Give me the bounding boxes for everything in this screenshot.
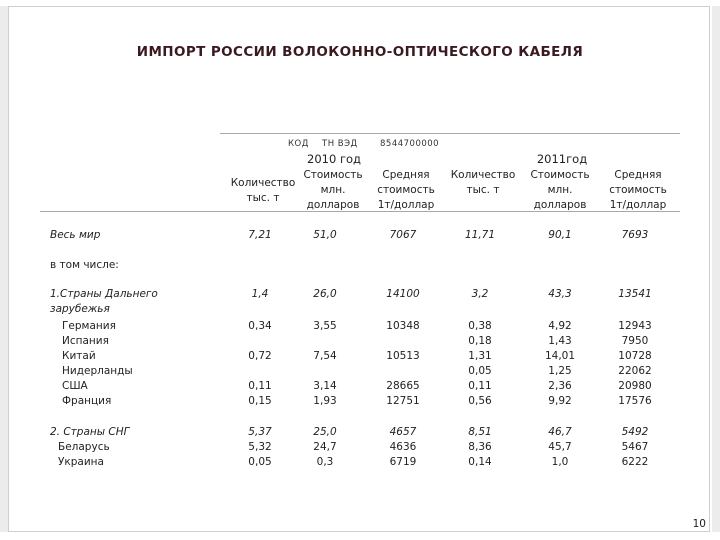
table-cell: 2,36 xyxy=(548,380,572,392)
column-header-line: долларов xyxy=(533,199,587,211)
table-cell: 0,11 xyxy=(248,380,272,392)
table-cell: 5,32 xyxy=(248,441,272,453)
row-label: США xyxy=(62,380,88,392)
column-header xyxy=(295,168,371,213)
row-label: Испания xyxy=(62,335,109,347)
table-cell: 0,11 xyxy=(468,380,492,392)
table-cell: 25,0 xyxy=(313,426,337,438)
column-header-line: млн. xyxy=(547,184,573,196)
table-cell: 0,14 xyxy=(468,456,492,468)
table-cell: 1,43 xyxy=(548,335,572,347)
table-cell: 90,1 xyxy=(548,229,572,241)
column-header-line: Стоимость xyxy=(303,169,363,181)
table-cell: 13541 xyxy=(618,288,652,300)
table-cell: 17576 xyxy=(618,395,652,407)
table-cell: 22062 xyxy=(618,365,652,377)
table-cell: 4636 xyxy=(389,441,417,453)
table-cell: 0,15 xyxy=(248,395,272,407)
row-label: Нидерланды xyxy=(62,365,133,377)
table-cell: 0,05 xyxy=(468,365,492,377)
table-cell: 20980 xyxy=(618,380,652,392)
column-header xyxy=(225,176,301,206)
code-label: КОД xyxy=(288,139,309,149)
table-cell: 24,7 xyxy=(313,441,337,453)
table-cell: 45,7 xyxy=(548,441,572,453)
column-header-line: Количество xyxy=(450,169,516,181)
code-value: 8544700000 xyxy=(380,139,440,149)
table-cell: 10513 xyxy=(386,350,420,362)
table-cell: 14100 xyxy=(386,288,420,300)
table-cell: 7067 xyxy=(389,229,417,241)
column-header xyxy=(368,168,444,213)
table-cell: 4,92 xyxy=(548,320,572,332)
row-label: Германия xyxy=(62,320,116,332)
row-label: Франция xyxy=(62,395,112,407)
table-cell: 8,51 xyxy=(468,426,492,438)
table-cell: 1,25 xyxy=(548,365,572,377)
table-cell: 14,01 xyxy=(544,350,576,362)
table-cell: 3,55 xyxy=(313,320,337,332)
table-cell: 3,14 xyxy=(313,380,337,392)
table-cell: 28665 xyxy=(386,380,420,392)
row-label: 2. Страны СНГ xyxy=(50,426,130,438)
slide-title: ИМПОРТ РОССИИ ВОЛОКОННО-ОПТИЧЕСКОГО КАБЕЛЯ xyxy=(136,44,584,60)
table-cell: 11,71 xyxy=(464,229,496,241)
column-header-line: 1т/доллар xyxy=(377,199,435,211)
column-header xyxy=(522,168,598,213)
table-cell: 26,0 xyxy=(313,288,337,300)
table-cell: 1,4 xyxy=(251,288,269,300)
year-2011-header: 2011год xyxy=(536,152,588,166)
left-border-strip xyxy=(0,6,8,532)
table-cell: 6222 xyxy=(621,456,649,468)
table-cell: 6719 xyxy=(389,456,417,468)
row-label: Китай xyxy=(62,350,96,362)
table-cell: 7693 xyxy=(621,229,649,241)
page-number: 10 xyxy=(692,518,706,530)
table-cell: 0,18 xyxy=(468,335,492,347)
table-cell: 7,54 xyxy=(313,350,337,362)
column-header-line: тыс. т xyxy=(466,184,500,196)
table-cell: 51,0 xyxy=(313,229,337,241)
row-label: Украина xyxy=(58,456,104,468)
table-cell: 5492 xyxy=(621,426,649,438)
table-cell: 0,05 xyxy=(248,456,272,468)
table-cell: 12751 xyxy=(386,395,420,407)
column-header xyxy=(600,168,676,213)
table-cell: 0,56 xyxy=(468,395,492,407)
table-cell: 7,21 xyxy=(248,229,272,241)
column-header-line: 1т/доллар xyxy=(609,199,667,211)
table-cell: 1,93 xyxy=(313,395,337,407)
table-cell: 10728 xyxy=(618,350,652,362)
table-cell: 43,3 xyxy=(548,288,572,300)
table-cell: 4657 xyxy=(389,426,417,438)
table-cell: 5467 xyxy=(621,441,649,453)
table-cell: 1,31 xyxy=(468,350,492,362)
row-label: 1.Страны Дальнего xyxy=(50,288,158,300)
column-header-line: тыс. т xyxy=(246,192,280,204)
table-cell: 10348 xyxy=(386,320,420,332)
table-cell: 8,36 xyxy=(468,441,492,453)
table-cell: 46,7 xyxy=(548,426,572,438)
column-header-line: стоимость xyxy=(609,184,667,196)
year-2010-header: 2010 год xyxy=(307,152,361,166)
table-cell: 0,38 xyxy=(468,320,492,332)
column-header-line: млн. xyxy=(320,184,346,196)
column-header-line: Средняя xyxy=(614,169,662,181)
table-cell: 3,2 xyxy=(471,288,489,300)
column-header-line: стоимость xyxy=(377,184,435,196)
row-label: в том числе: xyxy=(50,259,119,271)
tn-ved-label: ТН ВЭД xyxy=(322,139,358,149)
table-cell: 0,34 xyxy=(248,320,272,332)
table-cell: 0,3 xyxy=(316,456,334,468)
table-cell: 5,37 xyxy=(248,426,272,438)
table-cell: 12943 xyxy=(618,320,652,332)
row-label: зарубежья xyxy=(50,303,110,315)
table-cell: 7950 xyxy=(621,335,649,347)
row-label: Весь мир xyxy=(50,229,101,241)
column-header-line: долларов xyxy=(306,199,360,211)
table-cell: 9,92 xyxy=(548,395,572,407)
right-border-strip xyxy=(712,6,720,532)
column-header-line: Средняя xyxy=(382,169,430,181)
row-label: Беларусь xyxy=(58,441,110,453)
column-header-line: Количество xyxy=(230,177,296,189)
column-header xyxy=(445,168,521,198)
header-top-rule xyxy=(220,133,680,134)
table-cell: 0,72 xyxy=(248,350,272,362)
table-cell: 1,0 xyxy=(551,456,569,468)
column-header-line: Стоимость xyxy=(530,169,590,181)
